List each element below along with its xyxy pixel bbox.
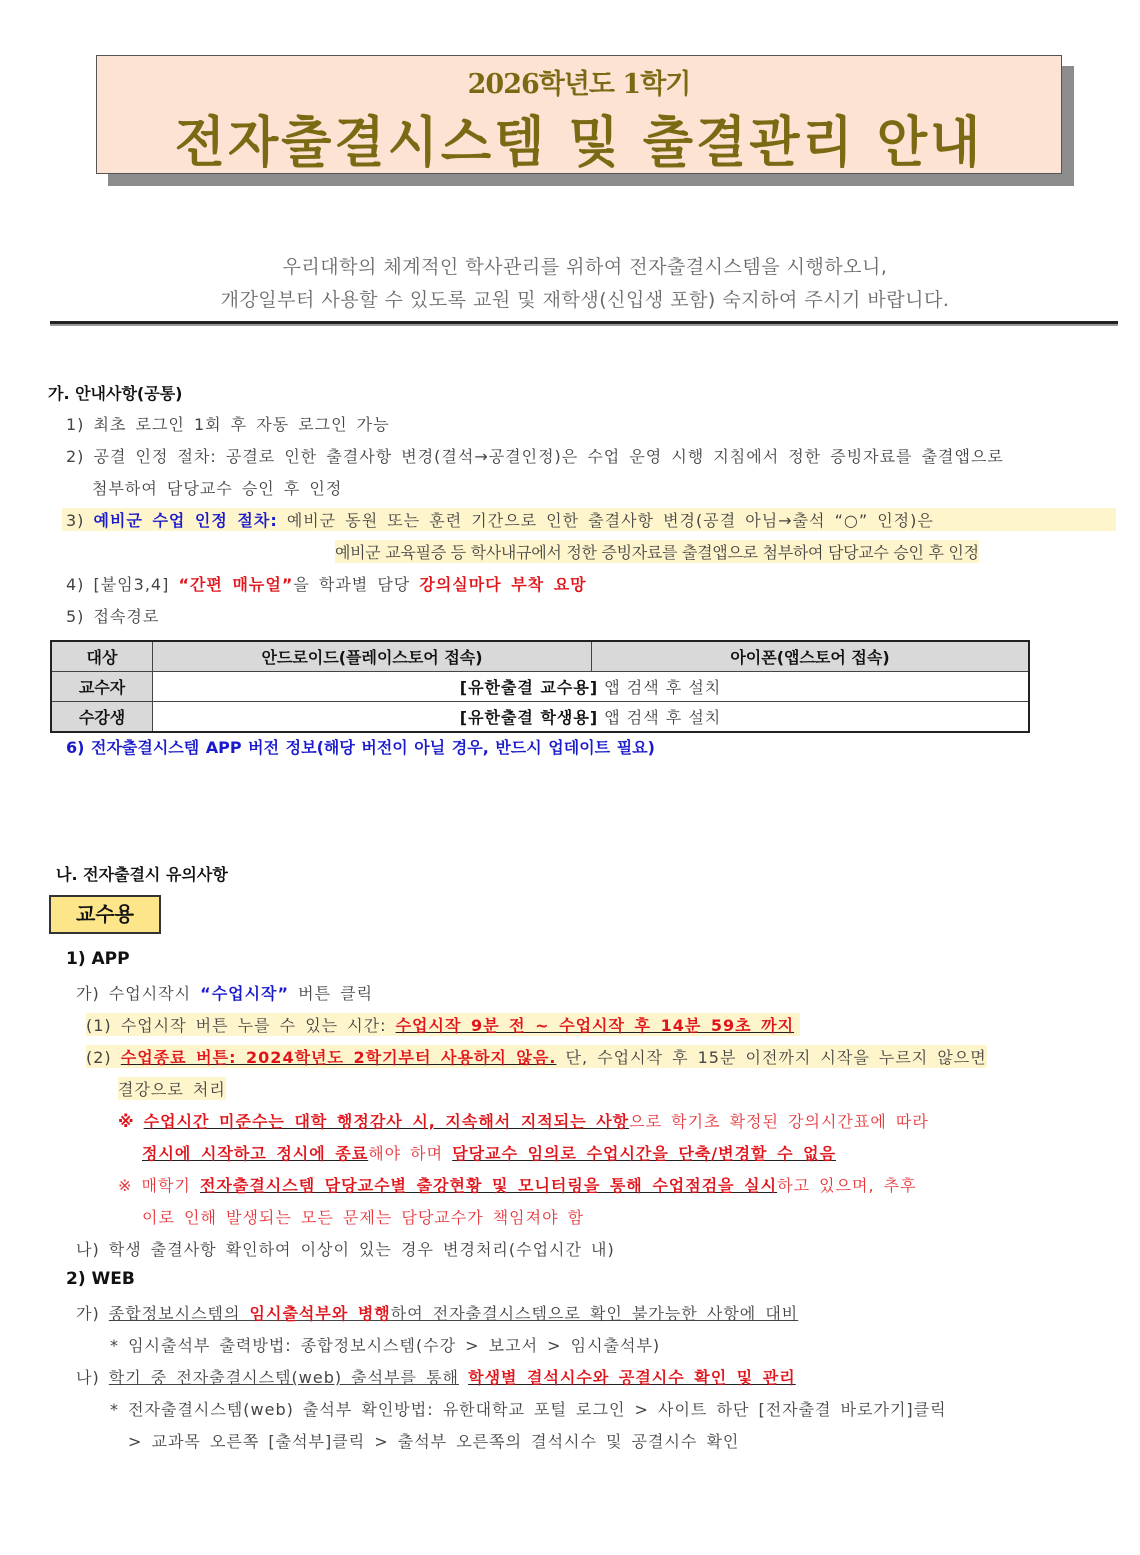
app-ga-suffix: 버튼 클릭 <box>298 984 374 1003</box>
title-year: 2026학년도 1학기 <box>467 69 691 100</box>
end-button-notice: 수업종료 버튼: 2024학년도 2학기부터 사용하지 않음. <box>120 1048 557 1067</box>
note1-emphasis-2: 정시에 시작하고 정시에 종료 <box>142 1144 369 1163</box>
note1-emphasis-3: 담당교수 임의로 수업시간을 단축/변경할 수 없음 <box>452 1144 837 1163</box>
access-path-table <box>50 640 1030 733</box>
title-box <box>96 55 1062 174</box>
web-ga-text-2: 하여 전자출결시스템으로 확인 불가능한 사항에 대비 <box>390 1304 799 1323</box>
note2-suffix: 하고 있으며, 추후 <box>777 1176 917 1195</box>
table-row <box>51 672 1029 702</box>
note2-prefix: 매학기 <box>141 1176 191 1195</box>
sub2-prefix: (2) <box>86 1048 112 1067</box>
item4-emphasis: 강의실마다 부착 요망 <box>419 575 587 594</box>
web-na-prefix: 나) <box>76 1368 100 1387</box>
section-na-title: 나. 전자출결시 유의사항 <box>56 865 228 884</box>
web-ga-note: * 임시출석부 출력방법: 종합정보시스템(수강 > 보고서 > 임시출석부) <box>110 1336 661 1355</box>
note1-text-1: 으로 학기초 확정된 강의시간표에 따라 <box>629 1112 929 1131</box>
item4-mid: 을 학과별 담당 <box>293 575 411 594</box>
ga-item-4 <box>66 572 587 595</box>
app-ga <box>76 981 373 1004</box>
note-1-line-2 <box>142 1141 836 1164</box>
note1-emphasis-1: 수업시간 미준수는 대학 행정감사 시, 지속해서 지적되는 사항 <box>143 1112 630 1131</box>
intro-line-1: 우리대학의 체계적인 학사관리를 위하여 전자출결시스템을 시행하오니, <box>282 256 888 278</box>
table-row <box>51 702 1029 733</box>
row-target: 교수자 <box>51 672 153 702</box>
note2-emphasis: 전자출결시스템 담당교수별 출강현황 및 모니터링을 통해 수업점검을 실시 <box>199 1176 778 1195</box>
simple-manual-label: “간편 매뉴얼” <box>178 575 294 594</box>
web-ga-text-1: 종합정보시스템의 <box>108 1304 241 1323</box>
install-action: 앱 검색 후 설치 <box>604 708 722 727</box>
web-na-note-1: * 전자출결시스템(web) 출석부 확인방법: 유한대학교 포털 로그인 > 사이트 하단 [전자출결 바로가기]클릭 <box>110 1400 947 1419</box>
absence-hours-management: 학생별 결석시수와 공결시수 확인 및 관리 <box>468 1368 796 1387</box>
intro-line-2: 개강일부터 사용할 수 있도록 교원 및 재학생(신입생 포함) 숙지하여 주시기 바랍니다. <box>220 289 950 311</box>
sub1-prefix: (1) 수업시작 버튼 누를 수 있는 시간: <box>86 1016 387 1035</box>
note-mark-icon: ※ <box>118 1176 133 1195</box>
install-action: 앱 검색 후 설치 <box>604 678 722 697</box>
temp-attendance-parallel: 임시출석부와 병행 <box>249 1304 391 1323</box>
start-window: 수업시작 9분 전 ~ 수업시작 후 14분 59초 까지 <box>395 1016 795 1035</box>
note-2-line-1 <box>118 1173 917 1196</box>
professor-badge: 교수용 <box>49 895 161 934</box>
app-ga-prefix: 가) 수업시작시 <box>76 984 192 1003</box>
web-ga <box>76 1301 798 1324</box>
app-sub-1 <box>86 1013 800 1036</box>
table-header-row <box>51 641 1029 672</box>
web-na-underlined: 학기 중 전자출결시스템(web) 출석부를 통해 <box>108 1368 460 1387</box>
sub2-suffix: 단, 수업시작 후 15분 이전까지 시작을 누르지 않으면 <box>565 1048 987 1067</box>
page-title: 전자출결시스템 및 출결관리 안내 <box>174 111 984 175</box>
ga-item-2-line-1: 2) 공결 인정 절차: 공결로 인한 출결사항 변경(결석→공결인정)은 수업 운영 시행 지침에서 정한 증빙자료를 출결앱으로 <box>66 447 1004 466</box>
note1-text-2: 해야 하며 <box>368 1144 444 1163</box>
ga-item-2-line-2: 첨부하여 담당교수 승인 후 인정 <box>92 479 343 498</box>
item-number: 3) <box>66 511 85 530</box>
app-sub-2-line-2: 결강으로 처리 <box>118 1077 226 1100</box>
app-subtitle: 1) APP <box>66 949 130 969</box>
web-na <box>76 1365 796 1388</box>
row-value <box>153 672 1030 702</box>
note-1-line-1 <box>118 1109 929 1132</box>
ga-item-5: 5) 접속경로 <box>66 607 160 626</box>
app-sub-2 <box>86 1045 987 1068</box>
divider-shadow <box>50 324 1118 326</box>
header-target: 대상 <box>51 641 153 672</box>
ga-item-3-line-1 <box>62 508 1116 531</box>
web-na-note-2: > 교과목 오른쪽 [출석부]클릭 > 출석부 오른쪽의 결석시수 및 공결시수 확인 <box>128 1432 740 1451</box>
app-name: [유한출결 학생용] <box>459 708 599 727</box>
app-na: 나) 학생 출결사항 확인하여 이상이 있는 경우 변경처리(수업시간 내) <box>76 1240 615 1259</box>
row-target: 수강생 <box>51 702 153 733</box>
note-2-line-2: 이로 인해 발생되는 모든 문제는 담당교수가 책임져야 함 <box>142 1208 585 1227</box>
app-name: [유한출결 교수용] <box>459 678 599 697</box>
header-android: 안드로이드(플레이스토어 접속) <box>153 641 592 672</box>
ga-item-3-line-2: 예비군 교육필증 등 학사내규에서 정한 증빙자료를 출결앱으로 첨부하여 담당교수 승인 후 인정 <box>335 540 979 563</box>
web-ga-underlined <box>109 1304 798 1323</box>
header-iphone: 아이폰(앱스토어 접속) <box>592 641 1030 672</box>
note-mark-icon: ※ <box>118 1112 135 1131</box>
web-ga-prefix: 가) <box>76 1304 100 1323</box>
reserve-procedure-label: 예비군 수업 인정 절차: <box>93 511 278 530</box>
ga-item-6: 6) 전자출결시스템 APP 버전 정보(해당 버전이 아닐 경우, 반드시 업데이트 필요) <box>66 738 655 757</box>
row-value <box>153 702 1030 733</box>
class-start-label: “수업시작” <box>200 984 290 1003</box>
web-subtitle: 2) WEB <box>66 1269 135 1289</box>
section-ga-title: 가. 안내사항(공통) <box>48 384 183 403</box>
item4-prefix: 4) [붙임3,4] <box>66 575 170 594</box>
reserve-procedure-text: 예비군 동원 또는 훈련 기간으로 인한 출결사항 변경(공결 아님→출석 “○” 인정)은 <box>286 511 934 530</box>
ga-item-1: 1) 최초 로그인 1회 후 자동 로그인 가능 <box>66 415 390 434</box>
